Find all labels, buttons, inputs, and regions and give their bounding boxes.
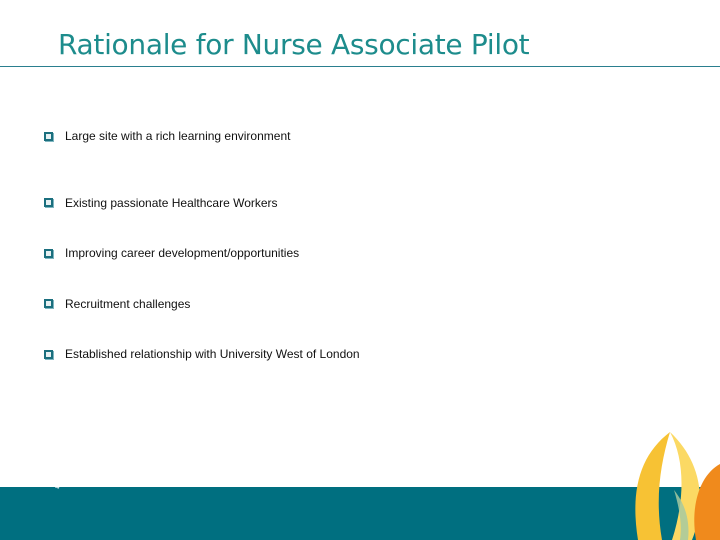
checkbox-bullet-icon: [44, 198, 53, 207]
bullet-list: [44, 127, 360, 380]
list-item: [44, 228, 360, 279]
page-number: 4: [55, 482, 60, 491]
bullet-text: Large site with a rich learning environment: [65, 129, 291, 143]
checkbox-bullet-icon: [44, 350, 53, 359]
footer-bar: [0, 487, 720, 540]
title-divider: [0, 66, 720, 67]
bullet-text: Established relationship with University West of London: [65, 347, 360, 362]
slide-title: Rationale for Nurse Associate Pilot: [58, 28, 530, 61]
list-item: [44, 127, 360, 145]
list-item: [44, 329, 360, 380]
bullet-text: Improving career development/opportunities: [65, 246, 300, 261]
bullet-text: Recruitment challenges: [65, 296, 191, 311]
leaf-logo-icon: [630, 430, 720, 540]
checkbox-bullet-icon: [44, 299, 53, 308]
list-item: [44, 279, 360, 330]
bullet-text: Existing passionate Healthcare Workers: [65, 195, 278, 210]
checkbox-bullet-icon: [44, 249, 53, 258]
checkbox-bullet-icon: [44, 132, 53, 141]
list-item: [44, 178, 360, 229]
